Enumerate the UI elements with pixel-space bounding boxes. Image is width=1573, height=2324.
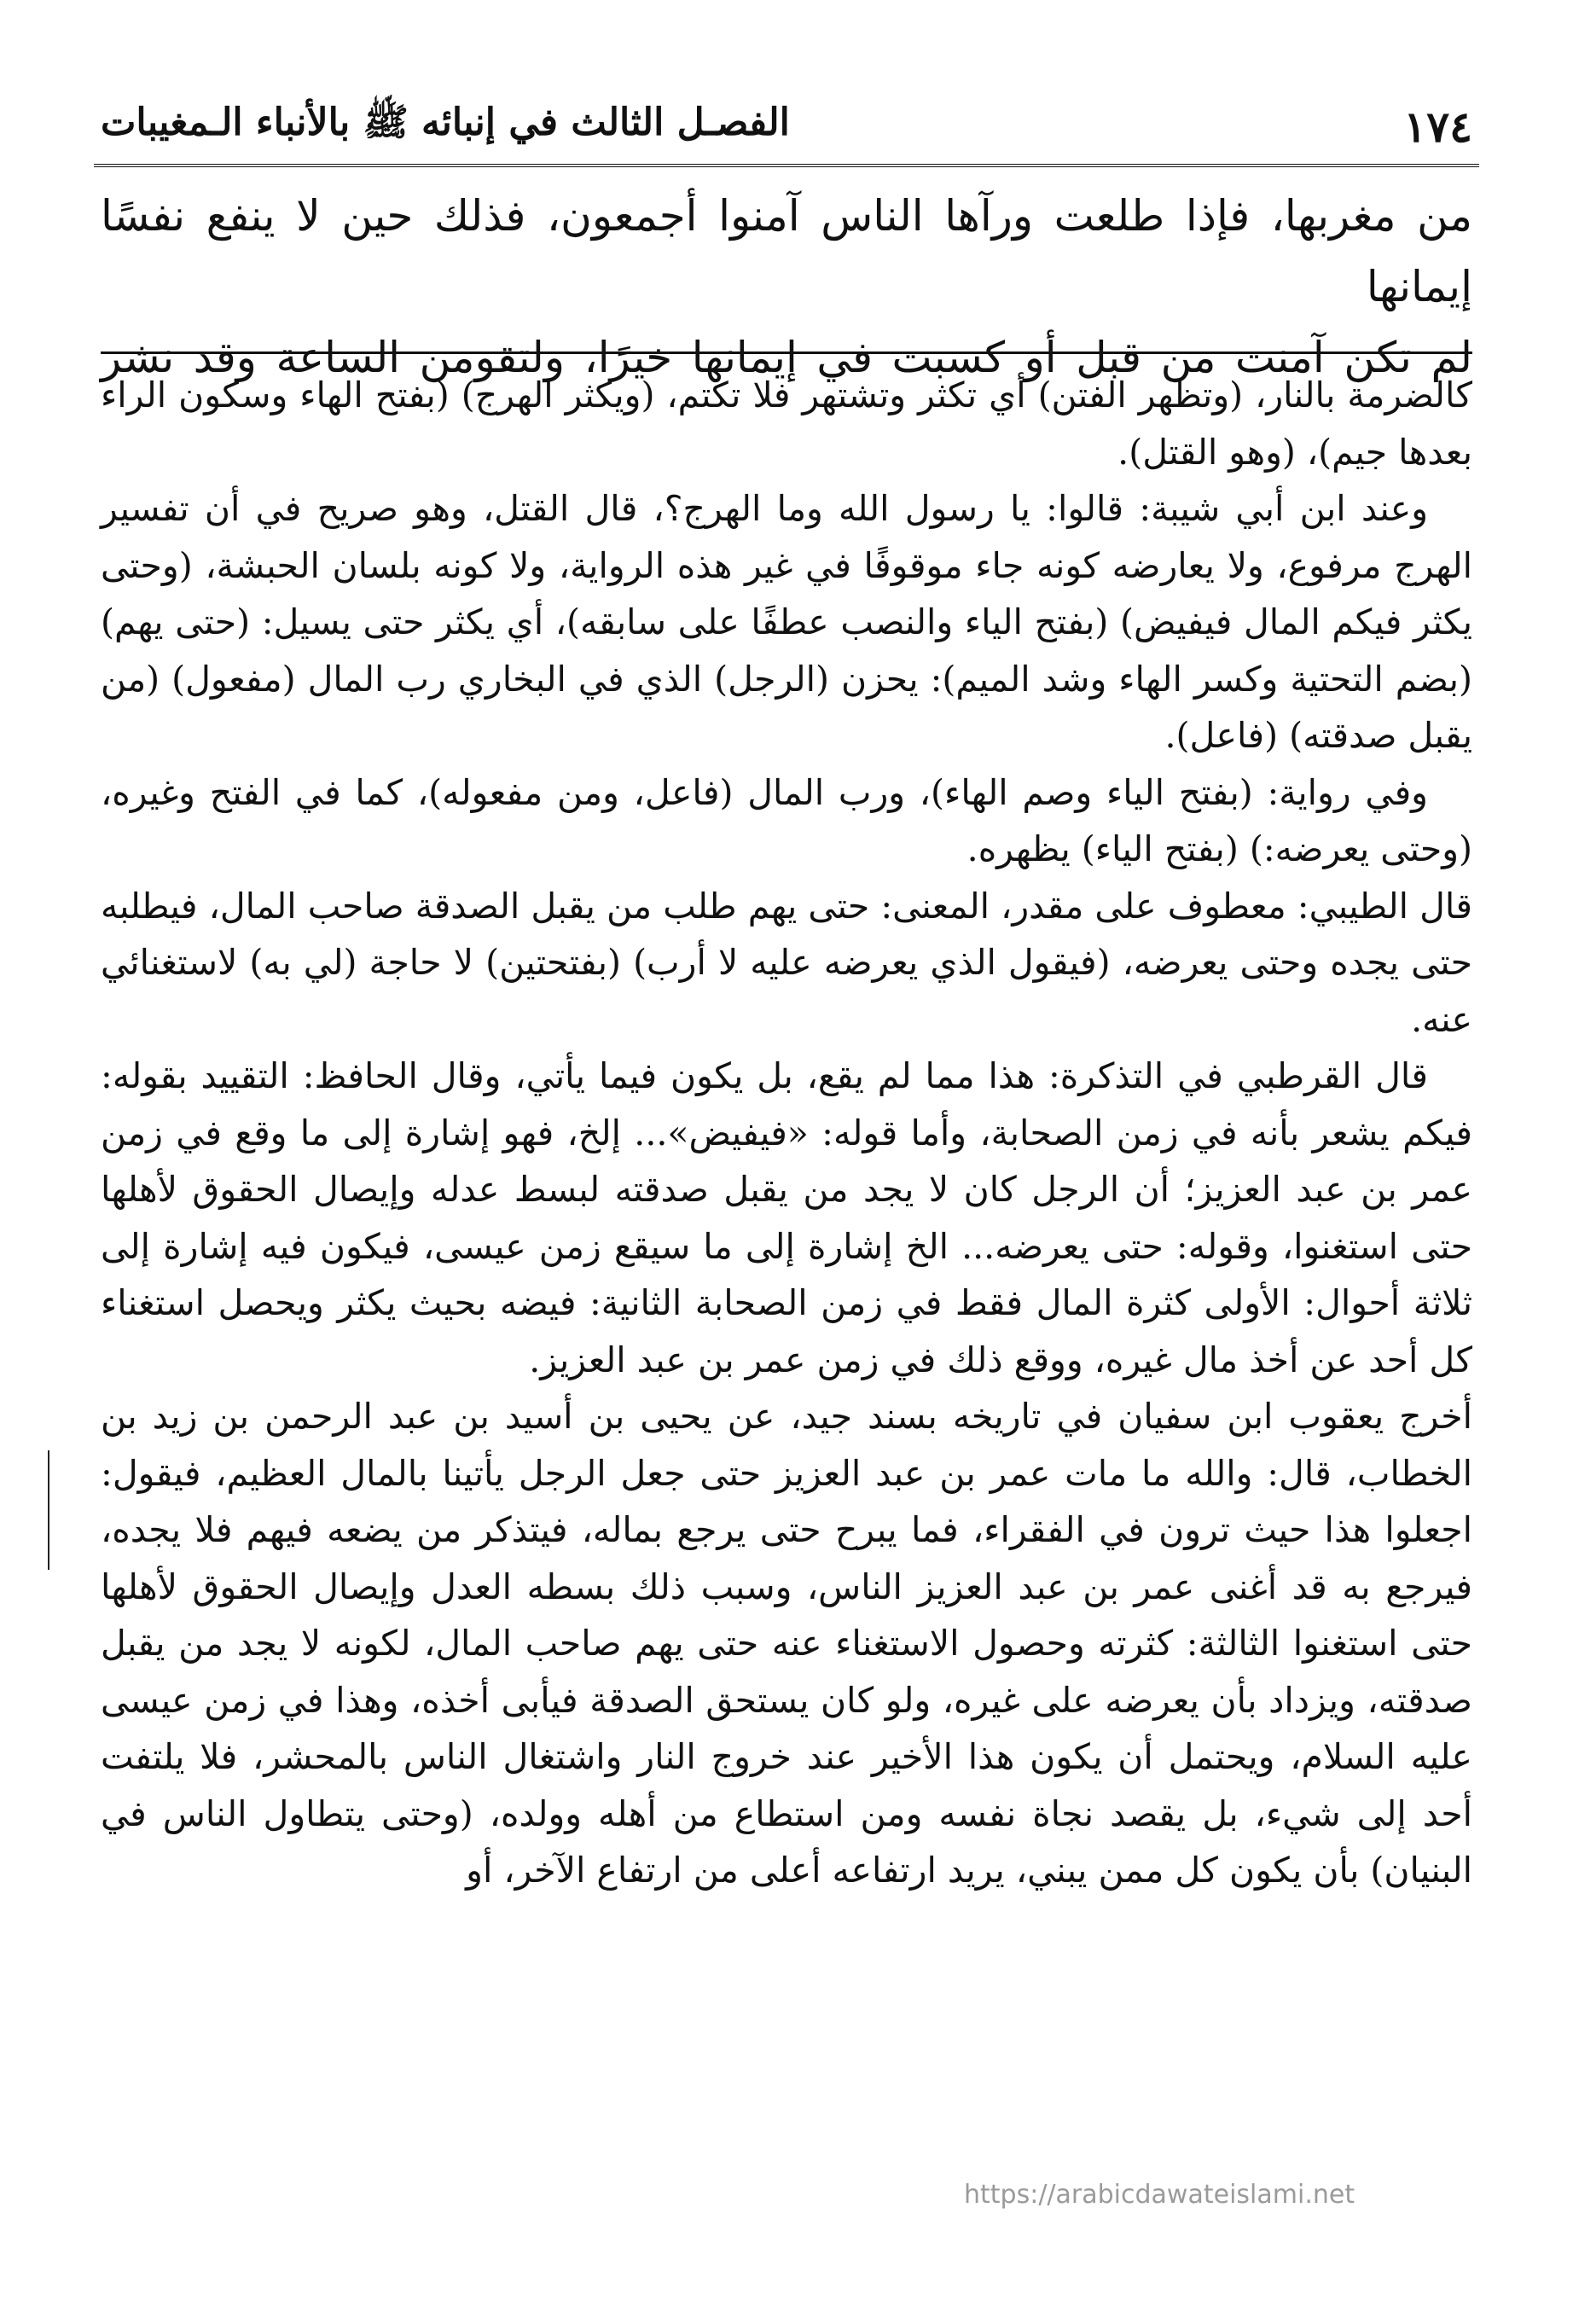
main-text (101, 181, 1472, 393)
header-rule (94, 164, 1479, 167)
main-text-line: من مغربها، فإذا طلعت ورآها الناس آمنوا أجمعون، فذلك حين لا ينفع نفسًا إيمانها (101, 191, 1472, 311)
commentary-paragraph: قال القرطبي في التذكرة: هذا مما لم يقع، بل يكون فيما يأتي، وقال الحافظ: التقييد بقوله: فيكم يشعر بأنه في زمن الصحابة، وأما قوله: «فيفيض»... إلخ، فهو إشارة إلى ما وقع في زمن عمر بن عبد العزيز؛ أن الرجل كان لا يجد من يقبل صدقته لبسط عدله وإيصال الحقوق لأهلها حتى استغنوا، وقوله: حتى يعرضه... الخ إشارة إلى ما سيقع زمن عيسى، فيكون فيه إشارة إلى ثلاثة أحوال: الأولى كثرة المال فقط في زمن الصحابة الثانية: فيضه بحيث يكثر ويحصل استغناء كل أحد عن أخذ مال غيره، ووقع ذلك في زمن عمر بن عبد العزيز. (101, 1055, 1472, 1380)
watermark: https://arabicdawateislami.net (964, 2180, 1355, 2210)
commentary-paragraph: كالضرمة بالنار، (وتظهر الفتن) أي تكثر وتشتهر فلا تكتم، (ويكثر الهرج) (بفتح الهاء وسكون الراء بعدها جيم)، (وهو القتل). (101, 375, 1472, 473)
commentary (101, 367, 1472, 1899)
commentary-paragraph: وفي رواية: (بفتح الياء وصم الهاء)، ورب المال (فاعل، ومن مفعوله)، كما في الفتح وغيره، (وحتى يعرضه:) (بفتح الياء) يظهره. (101, 771, 1472, 869)
page-number: ١٧٤ (1403, 101, 1472, 152)
page-header (101, 92, 1472, 160)
commentary-paragraph: أخرج يعقوب ابن سفيان في تاريخه بسند جيد، عن يحيى بن أسيد بن عبد الرحمن بن زيد بن الخطاب، قال: والله ما مات عمر بن عبد العزيز حتى جعل الرجل يأتينا بالمال العظيم، فيقول: اجعلوا هذا حيث ترون في الفقراء، فما يبرح حتى يرجع بماله، فيتذكر من يضعه فيهم فلا يجده، فيرجع به قد أغنى عمر بن عبد العزيز الناس، وسبب ذلك بسطه العدل وإيصال الحقوق لأهلها حتى استغنوا الثالثة: كثرته وحصول الاستغناء عنه حتى يهم صاحب المال، لكونه لا يجد من يقبل صدقته، ويزداد بأن يعرضه على غيره، ولو كان يستحق الصدقة فيأبى أخذه، وهذا في زمن عيسى عليه السلام، ويحتمل أن يكون هذا الأخير عند خروج النار واشتغال الناس بالمحشر، فلا يلتفت أحد إلى شيء، بل يقصد نجاة نفسه ومن استطاع من أهله وولده، (وحتى يتطاول الناس في البنيان) بأن يكون كل ممن يبني، يريد ارتفاعه أعلى من ارتفاع الآخر، أو (101, 1396, 1472, 1891)
commentary-paragraph: وعند ابن أبي شيبة: قالوا: يا رسول الله وما الهرج؟، قال القتل، وهو صريح في أن تفسير الهرج مرفوع، ولا يعارضه كونه جاء موقوفًا في غير هذه الرواية، ولا كونه بلسان الحبشة، (وحتى يكثر فيكم المال فيفيض) (بفتح الياء والنصب عطفًا على سابقه)، أي يكثر حتى يسيل: (حتى يهم) (بضم التحتية وكسر الهاء وشد الميم): يحزن (الرجل) الذي في البخاري رب المال (مفعول) (من يقبل صدقته) (فاعل). (101, 488, 1472, 756)
margin-mark (48, 1450, 49, 1570)
commentary-paragraph: قال الطيبي: معطوف على مقدر، المعنى: حتى يهم طلب من يقبل الصدقة صاحب المال، فيطلبه حتى يجده وحتى يعرضه، (فيقول الذي يعرضه عليه لا أرب) (بفتحتين) لا حاجة (لي به) لاستغنائي عنه. (101, 885, 1472, 1040)
separator-rule (101, 352, 1472, 354)
running-title: الفصـل الثالث في إنبائه ﷺ بالأنباء الـمغيبات (101, 101, 790, 144)
main-text-line: لم تكن آمنت من قبل أو كسبت في إيمانها خيرًا، ولتقومن الساعة وقد نشر (101, 333, 1472, 382)
